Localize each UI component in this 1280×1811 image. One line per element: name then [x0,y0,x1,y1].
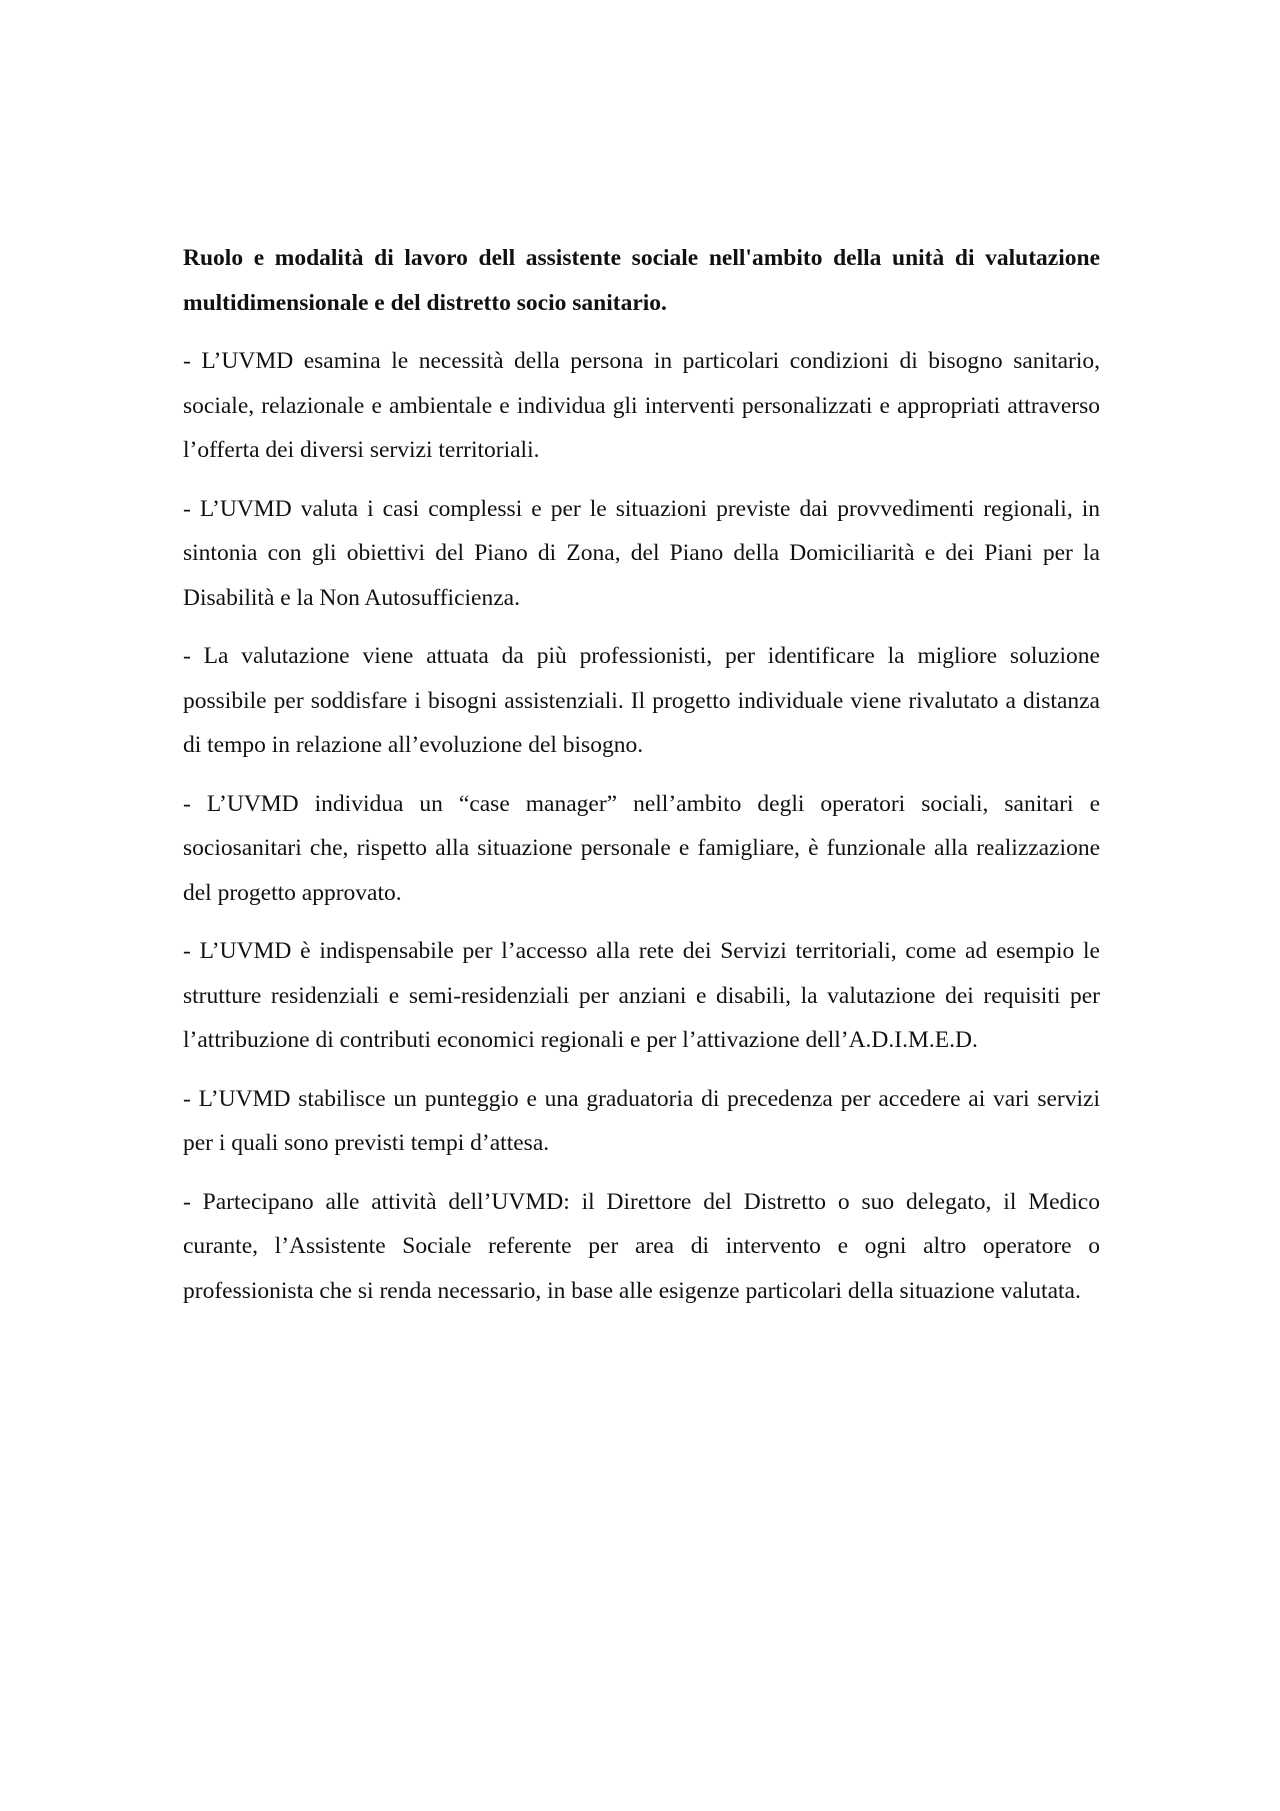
document-title: Ruolo e modalità di lavoro dell assistente sociale nell'ambito della unità di valutazione multidimensionale e del distretto socio sanitario. [183,245,1100,316]
document-body [183,236,1100,1327]
paragraph-3: - La valutazione viene attuata da più professionisti, per identificare la migliore soluzione possibile per soddisfare i bisogni assistenziali. Il progetto individuale viene rivalutato a distanza di tempo in relazione all’evoluzione del bisogno. [183,643,1100,758]
paragraph-6: - L’UVMD stabilisce un punteggio e una graduatoria di precedenza per accedere ai vari servizi per i quali sono previsti tempi d’attesa. [183,1085,1100,1156]
paragraph-7: - Partecipano alle attività dell’UVMD: il Direttore del Distretto o suo delegato, il Medico curante, l’Assistente Sociale referente per area di intervento e ogni altro operatore o professionista che si renda necessario, in base alle esigenze particolari della situazione valutata. [183,1188,1100,1304]
paragraph-5: - L’UVMD è indispensabile per l’accesso alla rete dei Servizi territoriali, come ad esempio le strutture residenziali e semi-residenziali per anziani e disabili, la valutazione dei requisiti per l’attribuzione di contributi economici regionali e per l’attivazione dell’A.D.I.M.E.D. [183,938,1100,1053]
paragraph-4: - L’UVMD individua un “case manager” nell’ambito degli operatori sociali, sanitari e sociosanitari che, rispetto alla situazione personale e famigliare, è funzionale alla realizzazione del progetto approvato. [183,790,1100,906]
paragraph-1: - L’UVMD esamina le necessità della persona in particolari condizioni di bisogno sanitario, sociale, relazionale e ambientale e individua gli interventi personalizzati e appropriati attraverso l’offerta dei diversi servizi territoriali. [183,348,1100,463]
paragraph-2: - L’UVMD valuta i casi complessi e per le situazioni previste dai provvedimenti regionali, in sintonia con gli obiettivi del Piano di Zona, del Piano della Domiciliarità e dei Piani per la Disabilità e la Non Autosufficienza. [183,495,1100,611]
